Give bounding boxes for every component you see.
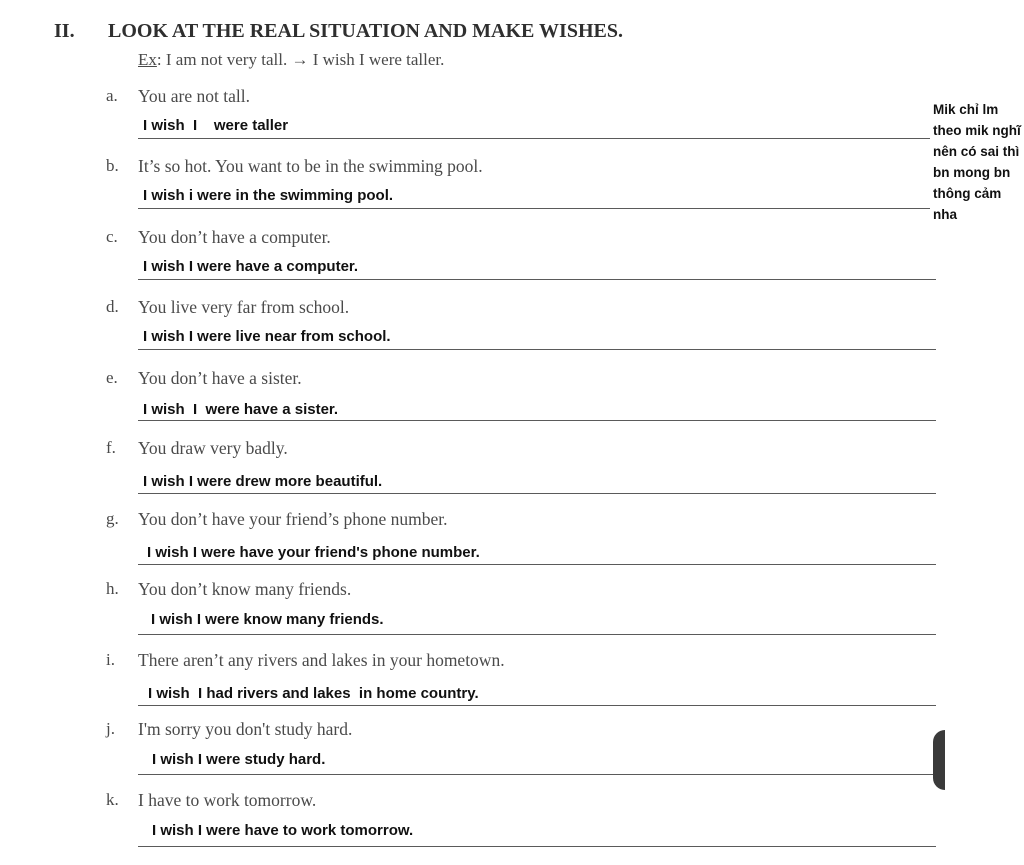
item-prompt: You are not tall. — [138, 86, 250, 106]
answer-line — [138, 138, 930, 139]
exercise-item-a — [0, 86, 1024, 157]
answer-line — [138, 846, 936, 847]
item-letter: c. — [106, 227, 118, 246]
scroll-thumb[interactable] — [933, 730, 945, 790]
item-answer: I wish I were have your friend's phone number. — [147, 544, 480, 561]
example-line — [138, 50, 444, 70]
item-prompt: I have to work tomorrow. — [138, 790, 317, 810]
item-prompt: You live very far from school. — [138, 297, 350, 317]
item-letter: a. — [106, 86, 118, 105]
exercise-item-f — [0, 438, 1024, 509]
item-answer: I wish I were know many friends. — [151, 611, 384, 628]
item-prompt: It’s so hot. You want to be in the swimming pool. — [138, 156, 483, 176]
item-letter: d. — [106, 297, 119, 316]
exercise-item-h — [0, 579, 1024, 650]
item-answer: I wish I had rivers and lakes in home country. — [148, 685, 479, 702]
item-letter: j. — [106, 719, 115, 738]
item-letter: b. — [106, 156, 119, 175]
item-prompt: I'm sorry you don't study hard. — [138, 719, 353, 739]
item-answer: I wish i were in the swimming pool. — [143, 187, 394, 204]
answer-line — [138, 493, 936, 494]
exercise-item-k — [0, 790, 1024, 861]
exercise-item-e — [0, 368, 1024, 439]
item-letter: h. — [106, 579, 119, 598]
item-letter: e. — [106, 368, 118, 387]
side-note: Mik chỉ lm theo mik nghĩ nên có sai thì bn mong bn thông cảm nha — [933, 102, 1021, 222]
item-prompt: You don’t know many friends. — [138, 579, 352, 599]
item-letter: f. — [106, 438, 116, 457]
exercise-item-c — [0, 227, 1024, 298]
exercise-item-d — [0, 297, 1024, 368]
answer-line — [138, 279, 936, 280]
item-answer: I wish I were study hard. — [152, 751, 326, 768]
example-label: Ex — [138, 50, 157, 69]
answer-line — [138, 705, 936, 706]
item-answer: I wish I were have a computer. — [143, 258, 359, 275]
exercise-item-i — [0, 650, 1024, 721]
answer-line — [138, 564, 936, 565]
item-answer: I wish I were drew more beautiful. — [143, 473, 383, 490]
item-letter: i. — [106, 650, 115, 669]
exercise-item-g — [0, 509, 1024, 580]
exercise-item-b — [0, 156, 1024, 227]
item-letter: g. — [106, 509, 119, 528]
exercise-item-j — [0, 719, 1024, 790]
answer-line — [138, 208, 930, 209]
item-answer: I wish I were have a sister. — [143, 401, 339, 418]
answer-line — [138, 349, 936, 350]
item-answer: I wish I were taller — [143, 117, 289, 134]
item-answer: I wish I were live near from school. — [143, 328, 391, 345]
item-letter: k. — [106, 790, 119, 809]
answer-line — [138, 420, 936, 421]
item-answer: I wish I were have to work tomorrow. — [152, 822, 414, 839]
section-title: LOOK AT THE REAL SITUATION AND MAKE WISHES. — [108, 20, 623, 42]
answer-line — [138, 774, 936, 775]
section-number: II. — [54, 20, 75, 42]
answer-line — [138, 634, 936, 635]
item-prompt: There aren’t any rivers and lakes in your hometown. — [138, 650, 505, 670]
example-text: : I am not very tall. → I wish I were taller. — [156, 50, 445, 69]
item-prompt: You don’t have a computer. — [138, 227, 331, 247]
item-prompt: You don’t have a sister. — [138, 368, 302, 388]
item-prompt: You don’t have your friend’s phone number. — [138, 509, 448, 529]
item-prompt: You draw very badly. — [138, 438, 288, 458]
